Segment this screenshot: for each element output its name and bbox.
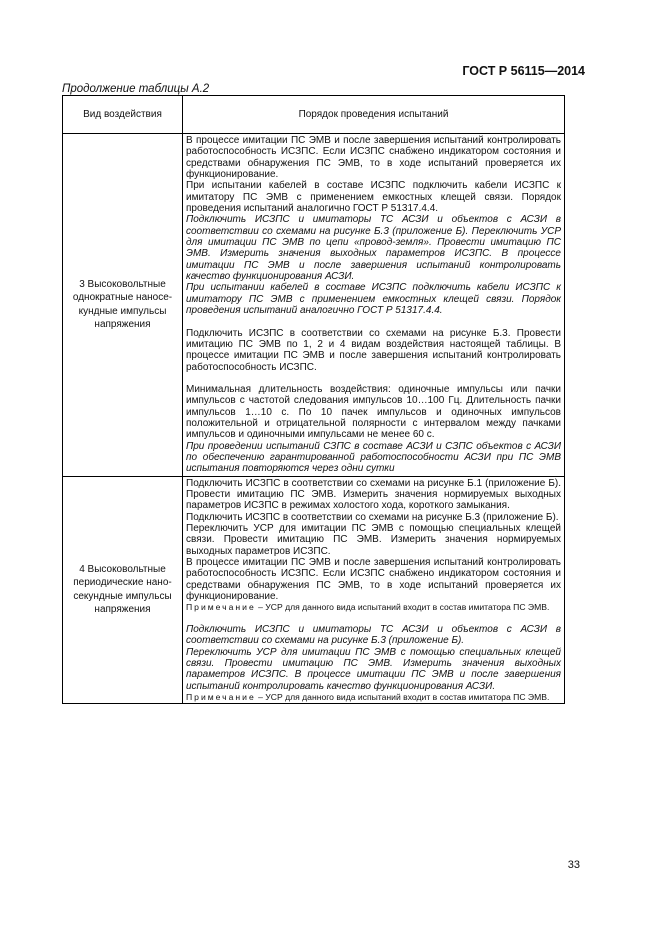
note — [186, 602, 561, 612]
page-number: 33 — [567, 859, 580, 871]
procedure-cell — [183, 134, 565, 477]
procedure-paragraph: Подключить ИСЗПС и имитаторы ТС АСЗИ и объектов с АСЗИ в соответствии со схемами на рисунке Б.3 (приложение Б). Переключить УСР для имитации ПС ЭМВ по цепи «провод-земля». Провести имитацию ПС ЭМВ. Измерить значения выходных параметров ИСЗПС. В процессе имитации ПС ЭМВ и после завершения испытаний контролировать качество функционирования АСЗИ. — [186, 214, 561, 283]
procedure-paragraph: При испытании кабелей в составе ИСЗПС подключить кабели ИСЗПС к имитатору ПС ЭМВ с применением емкостных клещей связи. Порядок проведения испытаний аналогично ГОСТ Р 51317.4.4. — [186, 282, 561, 317]
note-label: Примечание — [186, 691, 256, 702]
table-caption: Продолжение таблицы А.2 — [62, 83, 210, 95]
procedure-paragraph: Переключить УСР для имитации ПС ЭМВ с помощью специальных клещей связи. Провести имитацию ПС ЭМВ. Измерить значения нормируемых выходных параметров ИСЗПС. — [186, 523, 561, 557]
procedure-paragraph: Подключить ИСЗПС в соответствии со схемами на рисунке Б.3. Провести имитацию ПС ЭМВ по 1, 2 и 4 видам воздействия настоящей таблицы. В процессе имитации ПС ЭМВ и после завершения испытаний контролировать работоспособность ИСЗПС. — [186, 327, 561, 373]
procedure-paragraph: Переключить УСР для имитации ПС ЭМВ с помощью специальных клещей связи. Провести имитацию ПС ЭМВ. Измерить значения выходных параметров ИСЗПС. В процессе имитации ПС ЭМВ и после завершения испытаний контролировать качество функционирования АСЗИ. — [186, 646, 561, 692]
table-row — [63, 476, 565, 704]
procedure-paragraph: Подключить ИСЗПС в соответствии со схемами на рисунке Б.1 (приложение Б). Провести имитацию ПС ЭМВ. Измерить значения нормируемых выходных параметров ИСЗПС в режимах холостого хода, короткого замыкания. — [186, 477, 561, 512]
procedure-paragraph: При проведении испытаний СЗПС в составе АСЗИ и СЗПС объектов с АСЗИ по обеспечению гарантированной работоспособности АСЗИ при ПС ЭМВ испытания повторяются через одни сутки — [186, 440, 561, 475]
note — [186, 692, 561, 702]
procedure-paragraph: Подключить ИСЗПС и имитаторы ТС АСЗИ и объектов с АСЗИ в соответствии со схемами на рисунке Б.3 (приложение Б). — [186, 623, 561, 647]
document-header: ГОСТ Р 56115—2014 — [462, 64, 585, 78]
column-header-impact-type: Вид воздействия — [63, 96, 183, 134]
note-text: – УСР для данного вида испытаний входит в состав имитатора ПС ЭМВ. — [255, 691, 550, 702]
note-label: Примечание — [186, 602, 256, 613]
procedure-paragraph: При испытании кабелей в составе ИСЗПС подключить кабели ИСЗПС к имитатору ПС ЭМВ с применением емкостных клещей связи. Порядок проведения испытаний аналогично ГОСТ Р 51317.4.4. — [186, 180, 561, 215]
impact-type-cell: 3 Высоковольтные однократные наносе-кундные импульсы напряжения — [63, 134, 183, 477]
note-text: – УСР для данного вида испытаний входит в состав имитатора ПС ЭМВ. — [255, 602, 550, 613]
table-header-row — [63, 96, 565, 134]
column-header-test-procedure: Порядок проведения испытаний — [183, 96, 565, 134]
procedure-paragraph: В процессе имитации ПС ЭМВ и после завершения испытаний контролировать работоспособность ИСЗПС. Если ИСЗПС снабжено индикатором состояния и средствами обнаружения ПС ЭМВ, то в ходе испытаний проверяется их функционирование. — [186, 135, 561, 181]
procedure-cell — [183, 476, 565, 704]
tests-table — [62, 95, 565, 704]
procedure-paragraph: В процессе имитации ПС ЭМВ и после завершения испытаний контролировать работоспособность ИСЗПС. Если ИСЗПС снабжено индикатором состояния и средствами обнаружения ПС ЭМВ, то в ходе испытаний проверяется их функционирование. — [186, 557, 561, 603]
procedure-paragraph: Подключить ИСЗПС в соответствии со схемами на рисунке Б.3 (приложение Б). — [186, 511, 559, 523]
procedure-paragraph: Минимальная длительность воздействия: одиночные импульсы или пачки импульсов с частотой следования импульсов 10…100 Гц. Длительность пачки импульсов 1…10 с. По 10 пачек импульсов и одиночных импульсов положительной и отрицательной полярности с интервалом между пачками импульсов и одиночными импульсами не менее 60 с. — [186, 383, 561, 441]
impact-type-cell: 4 Высоковольтные периодические нано-секундные импульсы напряжения — [63, 476, 183, 704]
table-row — [63, 134, 565, 477]
